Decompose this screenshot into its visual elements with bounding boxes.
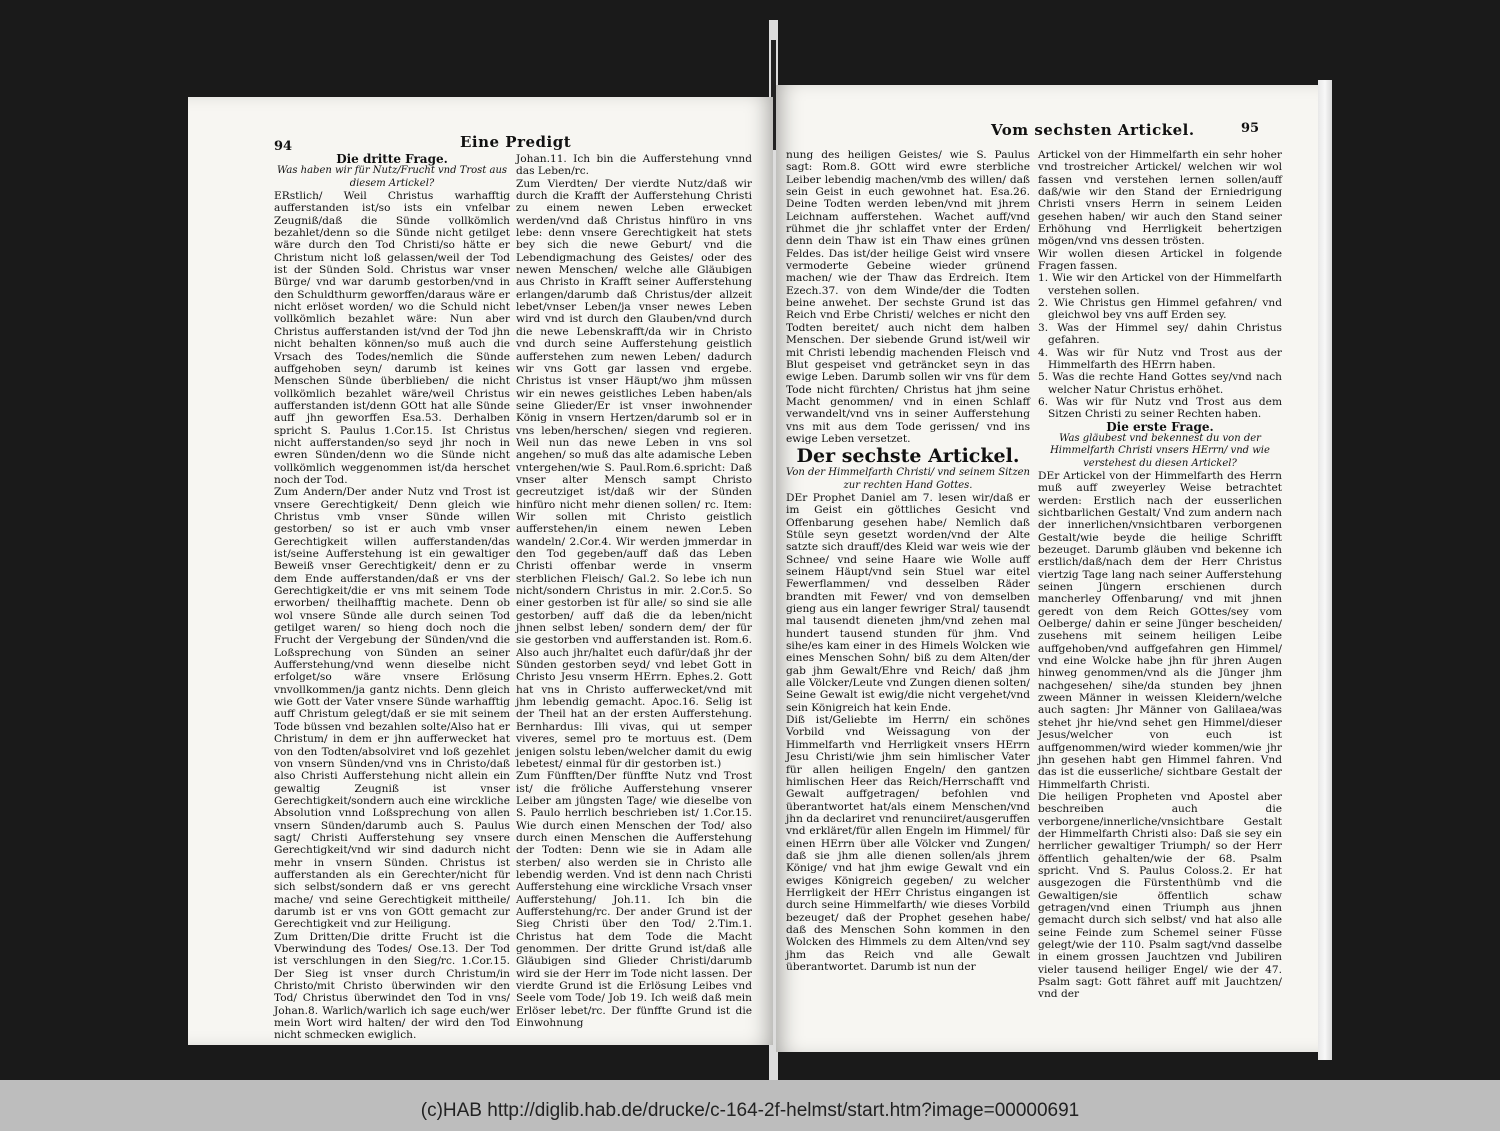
paragraph: Wir wollen diesen Artickel in folgende Fragen fassen. — [1038, 247, 1282, 273]
left-column-2 — [516, 153, 752, 1029]
paragraph: Zum Andern/Der ander Nutz vnd Trost ist vnsere Gerechtigkeit/ Denn gleich wie Christus vmb vnser Sünde willen gestorben/ so ist er auch vmb vnser Gerechtigkeit willen aufferstanden/das ist/seine Aufferstehung ist ein gewaltiger Beweiß vnser Gerechtigkeit/ denn er zu dem Ende aufferstanden/daß er vns der Gerechtigkeit/die er vns mit seinem Tode erworben/ theilhafftig machete. Denn ob wol vnsere Sünde alle durch seinen Tod getilget waren/ so hieng doch noch die Frucht der Vergebung der Sünden/vnd die Loßsprechung von Sünden an seiner Aufferstehung/vnd wenn dieselbe nicht erfolget/so wäre vnsere Erlösung vnvollkommen/ja gantz nichts. Denn gleich wie Gott der Vater vnsere Sünde warhafftig auff Christum gelegt/daß er sie mit seinem Tode büssen vnd bezahlen solte/Also hat er Christum/ in dem er jhn aufferwecket hat von den Todten/absolviret vnd loß gezehlet von vnsern Sünden/vnd vns in Christo/daß also Christi Aufferstehung nicht allein ein gewaltig Zeugniß ist vnser Gerechtigkeit/sondern auch eine wirckliche Absolution vnnd Loßsprechung von allen vnsern Sünden/darumb auch S. Paulus sagt/ Christi Aufferstehung sey vnsere Gerechtigkeit/vnd wir sind dadurch nicht mehr in vnsern Sünden. Christus ist aufferstanden als ein Gerechter/nicht für sich selbst/sondern daß er vns gerecht mache/ vnd seine Gerechtigkeit mittheile/ darumb ist er vns von GOtt gemacht zur Gerechtigkeit vnd zur Heiligung. — [274, 486, 510, 931]
right-column-1 — [786, 149, 1030, 973]
running-head: Vom sechsten Artickel. — [991, 121, 1195, 139]
list-item: 4. Was wir für Nutz vnd Trost aus der Himmelfarth des HErrn haben. — [1038, 346, 1282, 371]
right-column-2 — [1038, 149, 1282, 1001]
paragraph: ERstlich/ Weil Christus warhafftig aufferstanden ist/so ists ein vnfelbar Zeugniß/daß die Sünde vollkömlich bezahlet/denn so die Sünde nicht getilget wäre durch den Tod Christi/so hätte er Christum nicht loß gelassen/weil der Tod ist der Sünden Sold. Christus war vnser Bürge/ vnd war darumb gestorben/vnd in den Schuldthurm geworffen/daraus wäre er nicht erlöset worden/ wo die Schuld nicht vollkömlich bezahlet wäre: Nun aber Christus aufferstanden ist/vnd der Tod jhn nicht behalten können/so muß auch die Vrsach des Todes/nemlich die Sünde auffgehoben seyn/ darumb ist keines Menschen Sünde überblieben/ die nicht vollkömlich bezahlet wäre/weil Christus aufferstanden ist/denn GOtt hat alle Sünde auff jhn geworffen Esa.53. Derhalben spricht S. Paulus 1.Cor.15. Ist Christus nicht aufferstanden/so seyd jhr noch in ewren Sünden/denn wo die Sünde nicht vollkömlich weggenommen ist/da herschet noch der Tod. — [274, 190, 510, 486]
right-page — [776, 85, 1318, 1052]
paragraph: Diß ist/Geliebte im Herrn/ ein schönes Vorbild vnd Weissagung von der Himmelfarth vnd Herrligkeit vnsers HErrn Jesu Christi/wie jhm sein himlischer Vater für allen heiligen Engeln/ den gantzen himlischen Heer das Reich/Herrschafft vnd Gewalt auffgetragen/ befohlen vnd überantwortet hat/als einem Menschen/vnd jhn da declariret vnd renunciiret/ausgeruffen vnd erkläret/für allen Engeln im Himmel/ für einen HErrn über alle Völcker vnd Zungen/ daß sie jhm alle dienen sollen/als jhrem Könige/ vnd hat jhm ewige Gewalt vnd ein ewiges Königreich gegeben/ zu welcher Herrligkeit der HErr Christus eingangen ist durch seine Himmelfarth/ wie dieses Vorbild bezeuget/ daß der Prophet gesehen habe/ daß des Menschen Sohn kommen in den Wolcken des Himmels zu dem Alten/vnd sey jhm das Reich vnd alle Gewalt überantwortet. Darumb ist nun der — [786, 714, 1030, 973]
paragraph: Artickel von der Himmelfarth ein sehr hoher vnd trostreicher Artickel/ welchen wir wol fassen vnd verstehen lernen sollen/auff daß/wie wir den Stand der Erniedrigung Christi vnsers Herrn in seinem Leiden gesehen haben/ wir auch den Stand seiner Erhöhung vnd Herrligkeit behertzigen mögen/vnd vns dessen trösten. — [1038, 149, 1282, 248]
paragraph: Die heiligen Propheten vnd Apostel aber beschreiben auch die verborgene/innerliche/vnsichtbare Gestalt der Himmelfarth Christi also: Daß sie sey ein herrlicher gewaltiger Triumph/ so der Herr öffentlich gehalten/wie der 68. Psalm spricht. Vnd S. Paulus Coloss.2. Er hat ausgezogen die Fürstenthümb vnd die Gewaltigen/sie öffentlich schaw getragen/vnd einen Triumph aus jhnen gemacht durch sich selbst/ vnd hat also alle seine Feinde zum Schemel seiner Füsse gelegt/wie der 110. Psalm sagt/vnd dasselbe in einem grossen Jauchtzen vnd Jubiliren vieler tausend heiliger Engel/ wie der 47. Psalm sagt: Gott fähret auff mit Jauchtzen/ vnd der — [1038, 790, 1282, 1001]
paragraph: nung des heiligen Geistes/ wie S. Paulus sagt: Rom.8. GOtt wird ewre sterbliche Leiber lebendig machen/vmb des willen/ daß sein Geist in euch gewohnet hat. Esa.26. Deine Todten werden leben/vnd mit jhrem Leichnam aufferstehen. Wachet auff/vnd rühmet die jhr schlaffet vnter der Erden/ denn dein Thaw ist ein Thaw eines grünen Feldes. Das ist/der heilige Geist wird vnsere vermoderte Gebeine wieder grünend machen/ wie der Thaw das Erdreich. Item Ezech.37. von dem Winde/der die Todten beine anwehet. Der sechste Grund ist das Reich vnd Erbe Christi/ welches er nicht den Todten bereitet/ auch nicht dem halben Menschen. Der siebende Grund ist/weil wir mit Christi lebendig machenden Fleisch vnd Blut gespeiset vnd geträncket seyn in das ewige Leben. Darumb sollen wir vns für dem Tode nicht fürchten/ Christus hat jhm seine Macht genommen/ vnd in einen Schlaff verwandelt/vnd vns in seiner Aufferstehung vns mit aus dem Tode gerissen/ vnd ins ewige Leben versetzet. — [786, 149, 1030, 445]
paragraph: Zum Vierdten/ Der vierdte Nutz/daß wir durch die Krafft der Aufferstehung Christi zu einem newen Leben erwecket werden/vnd daß Christus hinfüro in vns lebe: denn vnsere Gerechtigkeit hat stets bey sich die newe Geburt/ vnd die Lebendigmachung des Geistes/ oder des newen Menschen/ welche alle Gläubigen aus Christo in Krafft seiner Aufferstehung erlangen/darumb daß Christus/der allzeit lebet/vnser Leben/ja vnser newes Leben wird vnd ist durch den Glauben/vnd durch die newe Lebenskrafft/da wir in Christo vnd durch seine Aufferstehung geistlich aufferstehen zum newen Leben/ dadurch wir vns Gott gar lassen vnd ergebe. Christus ist vnser Häupt/wo jhm müssen wir ein newes geistliches Leben haben/als seine Glieder/Er ist vnser inwohnender König in vnsern Hertzen/darumb sol er in vns leben/herschen/ siegen vnd regieren. Weil nun das newe Leben in vns sol angehen/ so muß das alte adamische Leben vntergehen/wie S. Paul.Rom.6.spricht: Daß vnser alter Mensch sampt Christo gecreutziget ist/daß wir der Sünden hinfüro nicht mehr dienen sollen/ rc. Item: Wir sollen mit Christo geistlich aufferstehen/in einem newen Leben wandeln/ 2.Cor.4. Wir werden jmmerdar in den Tod gegeben/auff daß das Leben Christi offenbar werde in vnserm sterblichen Fleisch/ Gal.2. So lebe ich nun nicht/sondern Christus in mir. 2.Cor.5. So einer gestorben ist für alle/ so sind sie alle gestorben/ auff daß die da leben/nicht jhnen selbst leben/ sondern dem/ der für sie gestorben vnd aufferstanden ist. Rom.6. Also auch jhr/haltet euch dafür/daß jhr der Sünden gestorben seyd/ vnd lebet Gott in Christo Jesu vnserm HErrn. Ephes.2. Gott hat vns in Christo aufferwecket/vnd mit jhm lebendig gemacht. Apoc.16. Selig ist der Theil hat an der ersten Aufferstehung. Bernhardus: Illi vivas, qui ut semper viveres, semel pro te mortuus est. (Dem jenigen solstu leben/welcher damit du ewig lebetest/ einmal für dir gestorben ist.) — [516, 177, 752, 770]
paragraph: Johan.11. Ich bin die Aufferstehung vnnd das Leben/rc. — [516, 153, 752, 178]
credit-text: (c)HAB http://diglib.hab.de/drucke/c-164-2f-helmst/start.htm?image=00000691 — [420, 1100, 1080, 1121]
left-column-1 — [274, 153, 510, 1042]
question-heading: Die erste Frage. — [1106, 419, 1214, 434]
running-head: Eine Predigt — [460, 133, 572, 151]
question-heading: Die dritte Frage. — [336, 152, 448, 166]
list-item: 2. Wie Christus gen Himmel gefahren/ vnd gleichwol bey vns auff Erden sey. — [1038, 297, 1282, 322]
page-edge — [1318, 80, 1332, 1060]
list-item: 6. Was wir für Nutz vnd Trost aus dem Sitzen Christi zu seiner Rechten haben. — [1038, 395, 1282, 421]
list-item: 5. Was die rechte Hand Gottes sey/vnd nach welcher Natur Christus erhöhet. — [1038, 371, 1282, 396]
page-number: 95 — [1241, 121, 1260, 136]
paragraph: Zum Dritten/Die dritte Frucht ist die Vberwindung des Todes/ Ose.13. Der Tod ist verschlungen in den Sieg/rc. 1.Cor.15. Der Sieg ist vnser durch Christum/in Christo/mit Christo überwinden wir den Tod/ Christus überwindet den Tod in vns/ Johan.8. Warlich/warlich ich sage euch/wer mein Wort wird halten/ der wird den Tod nicht schmecken ewiglich. — [274, 930, 510, 1042]
credit-bar — [0, 1092, 1500, 1131]
list-item: 1. Wie wir den Artickel von der Himmelfarth verstehen sollen. — [1038, 272, 1282, 297]
section-title: Der sechste Artickel. — [796, 445, 1020, 468]
left-page — [188, 97, 773, 1045]
question-subheading: Was haben wir für Nutz/Frucht vnd Trost aus diesem Artickel? — [276, 165, 508, 189]
question-subheading: Was gläubest vnd bekennest du von der Himmelfarth Christi vnsers HErrn/ vnd wie verstehest du diesen Artickel? — [1050, 432, 1270, 469]
list-item: 3. Was der Himmel sey/ dahin Christus gefahren. — [1038, 321, 1282, 347]
question-list — [1038, 272, 1282, 420]
paragraph: DEr Prophet Daniel am 7. lesen wir/daß er im Geist ein göttliches Gesicht vnd Offenbarung gesehen habe/ Nemlich daß Stüle seyn gesetzt worden/vnd der Alte satzte sich drauff/des Kleid war weis wie der Schnee/ vnd seine Haare wie Wolle auff seinem Häupt/vnd sein Stuel war eitel Fewerflammen/ vnd desselben Räder brandten mit Fewer/ vnd von demselben gieng aus ein langer fewriger Stral/ tausendt mal tausendt dieneten jhm/vnd zehen mal hundert tausend stunden für jhm. Vnd sihe/es kam einer in des Himels Wolcken wie eines Menschen Sohn/ biß zu dem Alten/der gab jhm Gewalt/Ehre vnd Reich/ daß jhm alle Völcker/Leute vnd Zungen dienen solten/ Seine Gewalt ist ewig/die nicht vergehet/vnd sein Königreich hat kein Ende. — [786, 491, 1030, 714]
paragraph: DEr Artickel von der Himmelfarth des Herrn muß auff zweyerley Weise betrachtet werden: Erstlich nach der eusserlichen sichtbarlichen Gestalt/ Vnd zum andern nach der innerlichen/vnsichtbaren verborgenen Gestalt/wie beyde die heilige Schrifft bezeuget. Darumb gläuben vnd bekenne ich erstlich/daß/nach dem der Herr Christus viertzig Tage lang nach seiner Aufferstehung seinen Jüngern erschienen durch mancherley Offenbarung/ vnd mit jhnen geredt von dem Reich GOttes/sey vom Oelberge/ dahin er seine Jünger bescheiden/ zusehens mit seinem heiligen Leibe auffgehoben/vnd auffgefahren gen Himmel/ vnd eine Wolcke habe jhn für jhren Augen hinweg genommen/vnd als die Jünger jhm nachgesehen/ sihe/da stunden bey jhnen zween Männer in weissen Kleidern/welche auch sagten: Jhr Männer von Galilaea/was stehet jhr hie/vnd sehet gen Himmel/dieser Jesus/welcher von euch ist auffgenommen/wird wieder kommen/wie jhr jhn gesehen habt gen Himmel fahren. Vnd das ist die eusserliche/ sichtbare Gestalt der Himmelfarth Christi. — [1038, 469, 1282, 791]
page-number: 94 — [274, 139, 293, 154]
paragraph: Zum Fünfften/Der fünffte Nutz vnd Trost ist/ die fröliche Aufferstehung vnserer Leiber am jüngsten Tage/ wie dieselbe von S. Paulo herrlich beschrieben ist/ 1.Cor.15. Wie durch einen Menschen der Tod/ also durch einen Menschen die Aufferstehung der Todten: Denn wie sie in Adam alle sterben/ also werden sie in Christo alle lebendig werden. Vnd ist denn nach Christi Aufferstehung eine wirckliche Vrsach vnser Aufferstehung/ Joh.11. Ich bin die Aufferstehung/rc. Der ander Grund ist der Sieg Christi über den Tod/ 2.Tim.1. Christus hat dem Tode die Macht genommen. Der dritte Grund ist/daß alle Gläubigen sind Glieder Christi/darumb wird sie der Herr im Tode nicht lassen. Der vierdte Grund ist die Erlösung Leibes vnd Seele vom Tode/ Job 19. Ich weiß daß mein Erlöser lebet/rc. Der fünffte Grund ist die Einwohnung — [516, 770, 752, 1030]
section-subtitle: Von der Himmelfarth Christi/ vnd seinem Sitzen zur rechten Hand Gottes. — [786, 467, 1030, 491]
